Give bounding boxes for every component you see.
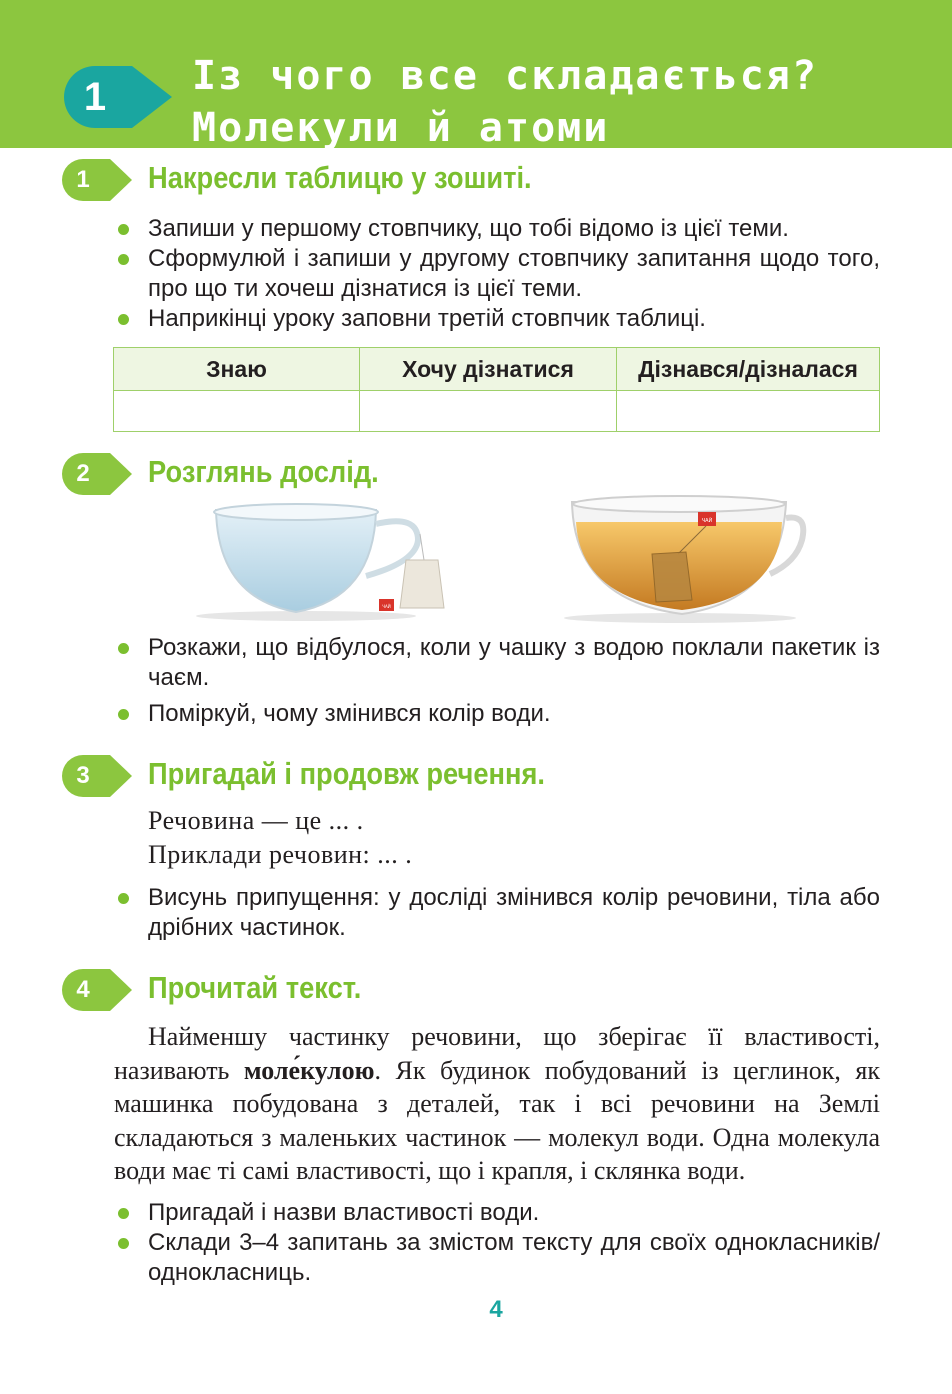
chapter-number: 1 (83, 74, 107, 119)
sentence-prompt-2: Приклади речовин: ... . (148, 840, 413, 869)
task-2-number: 2 (76, 460, 90, 487)
chapter-title-line1: Із чого все складається? (192, 53, 818, 99)
task-1-number: 1 (76, 166, 90, 193)
task-4-number: 4 (76, 976, 90, 1003)
task-2-title: Розглянь дослід. (148, 454, 379, 489)
task-2-bullets (112, 633, 880, 729)
page-number: 4 (489, 1296, 503, 1323)
task-4-title: Прочитай текст. (148, 970, 362, 1005)
reading-paragraph (114, 1020, 880, 1188)
list-item: Наприкінці уроку заповни третій стовпчик таблиці. (112, 304, 880, 334)
list-item: Сформулюй і запиши у другому стовпчику запитання щодо того, про що ти хочеш дізнатися із цієї теми. (112, 244, 880, 304)
task-1-title: Накресли таблицю у зошиті. (148, 160, 532, 195)
list-item: Поміркуй, чому змінився колір води. (112, 699, 880, 729)
task-3-title: Пригадай і продовж речення. (148, 756, 545, 791)
water-cup-image (196, 498, 458, 622)
reading-text-start: Найменшу частинку речовини, що зберігає її властивості, називають (114, 1022, 880, 1085)
table-cell (617, 391, 880, 432)
task-3-bullets (112, 883, 880, 943)
chapter-title-line2: Молекули й атоми (192, 105, 610, 151)
list-item: Розкажи, що відбулося, коли у чашку з водою поклали пакетик із чаєм. (112, 633, 880, 693)
tea-tag-label: ЧАЙ (382, 604, 391, 609)
term-molecule: моле́кулою (243, 1055, 375, 1085)
list-item: Запиши у першому стовпчику, що тобі відомо із цієї теми. (112, 214, 880, 244)
list-item: Склади 3–4 запитань за змістом тексту для своїх однокласників/однокласниць. (112, 1228, 880, 1288)
chapter-title (192, 50, 818, 154)
task-4-bullets (112, 1198, 880, 1288)
list-item: Висунь припущення: у досліді змінився колір речовини, тіла або дрібних частинок. (112, 883, 880, 943)
table-cell (114, 391, 360, 432)
kwl-table (113, 347, 880, 432)
sentence-prompt-1: Речовина — це ... . (148, 806, 364, 835)
table-row (114, 391, 880, 432)
table-cell (360, 391, 617, 432)
tea-tag-label: ЧАЙ (701, 518, 713, 524)
list-item: Пригадай і назви властивості води. (112, 1198, 880, 1228)
chapter-header (0, 0, 952, 151)
table-header-learned: Дізнався/дізналася (617, 348, 880, 391)
task-1-bullets (112, 214, 880, 334)
table-header-row (114, 348, 880, 391)
table-header-know: Знаю (114, 348, 360, 391)
table-header-want: Хочу дізнатися (360, 348, 617, 391)
reading-text-end: . Як будинок побудований із цеглинок, як машинка побудована з деталей, так і всі речовини на Землі складаються з маленьких частинок — молекул води. Одна молекула води має ті самі властивості, що і крапля, і склянка води. (114, 1055, 880, 1185)
tea-cup-image (560, 492, 808, 624)
task-3-number: 3 (76, 762, 90, 789)
